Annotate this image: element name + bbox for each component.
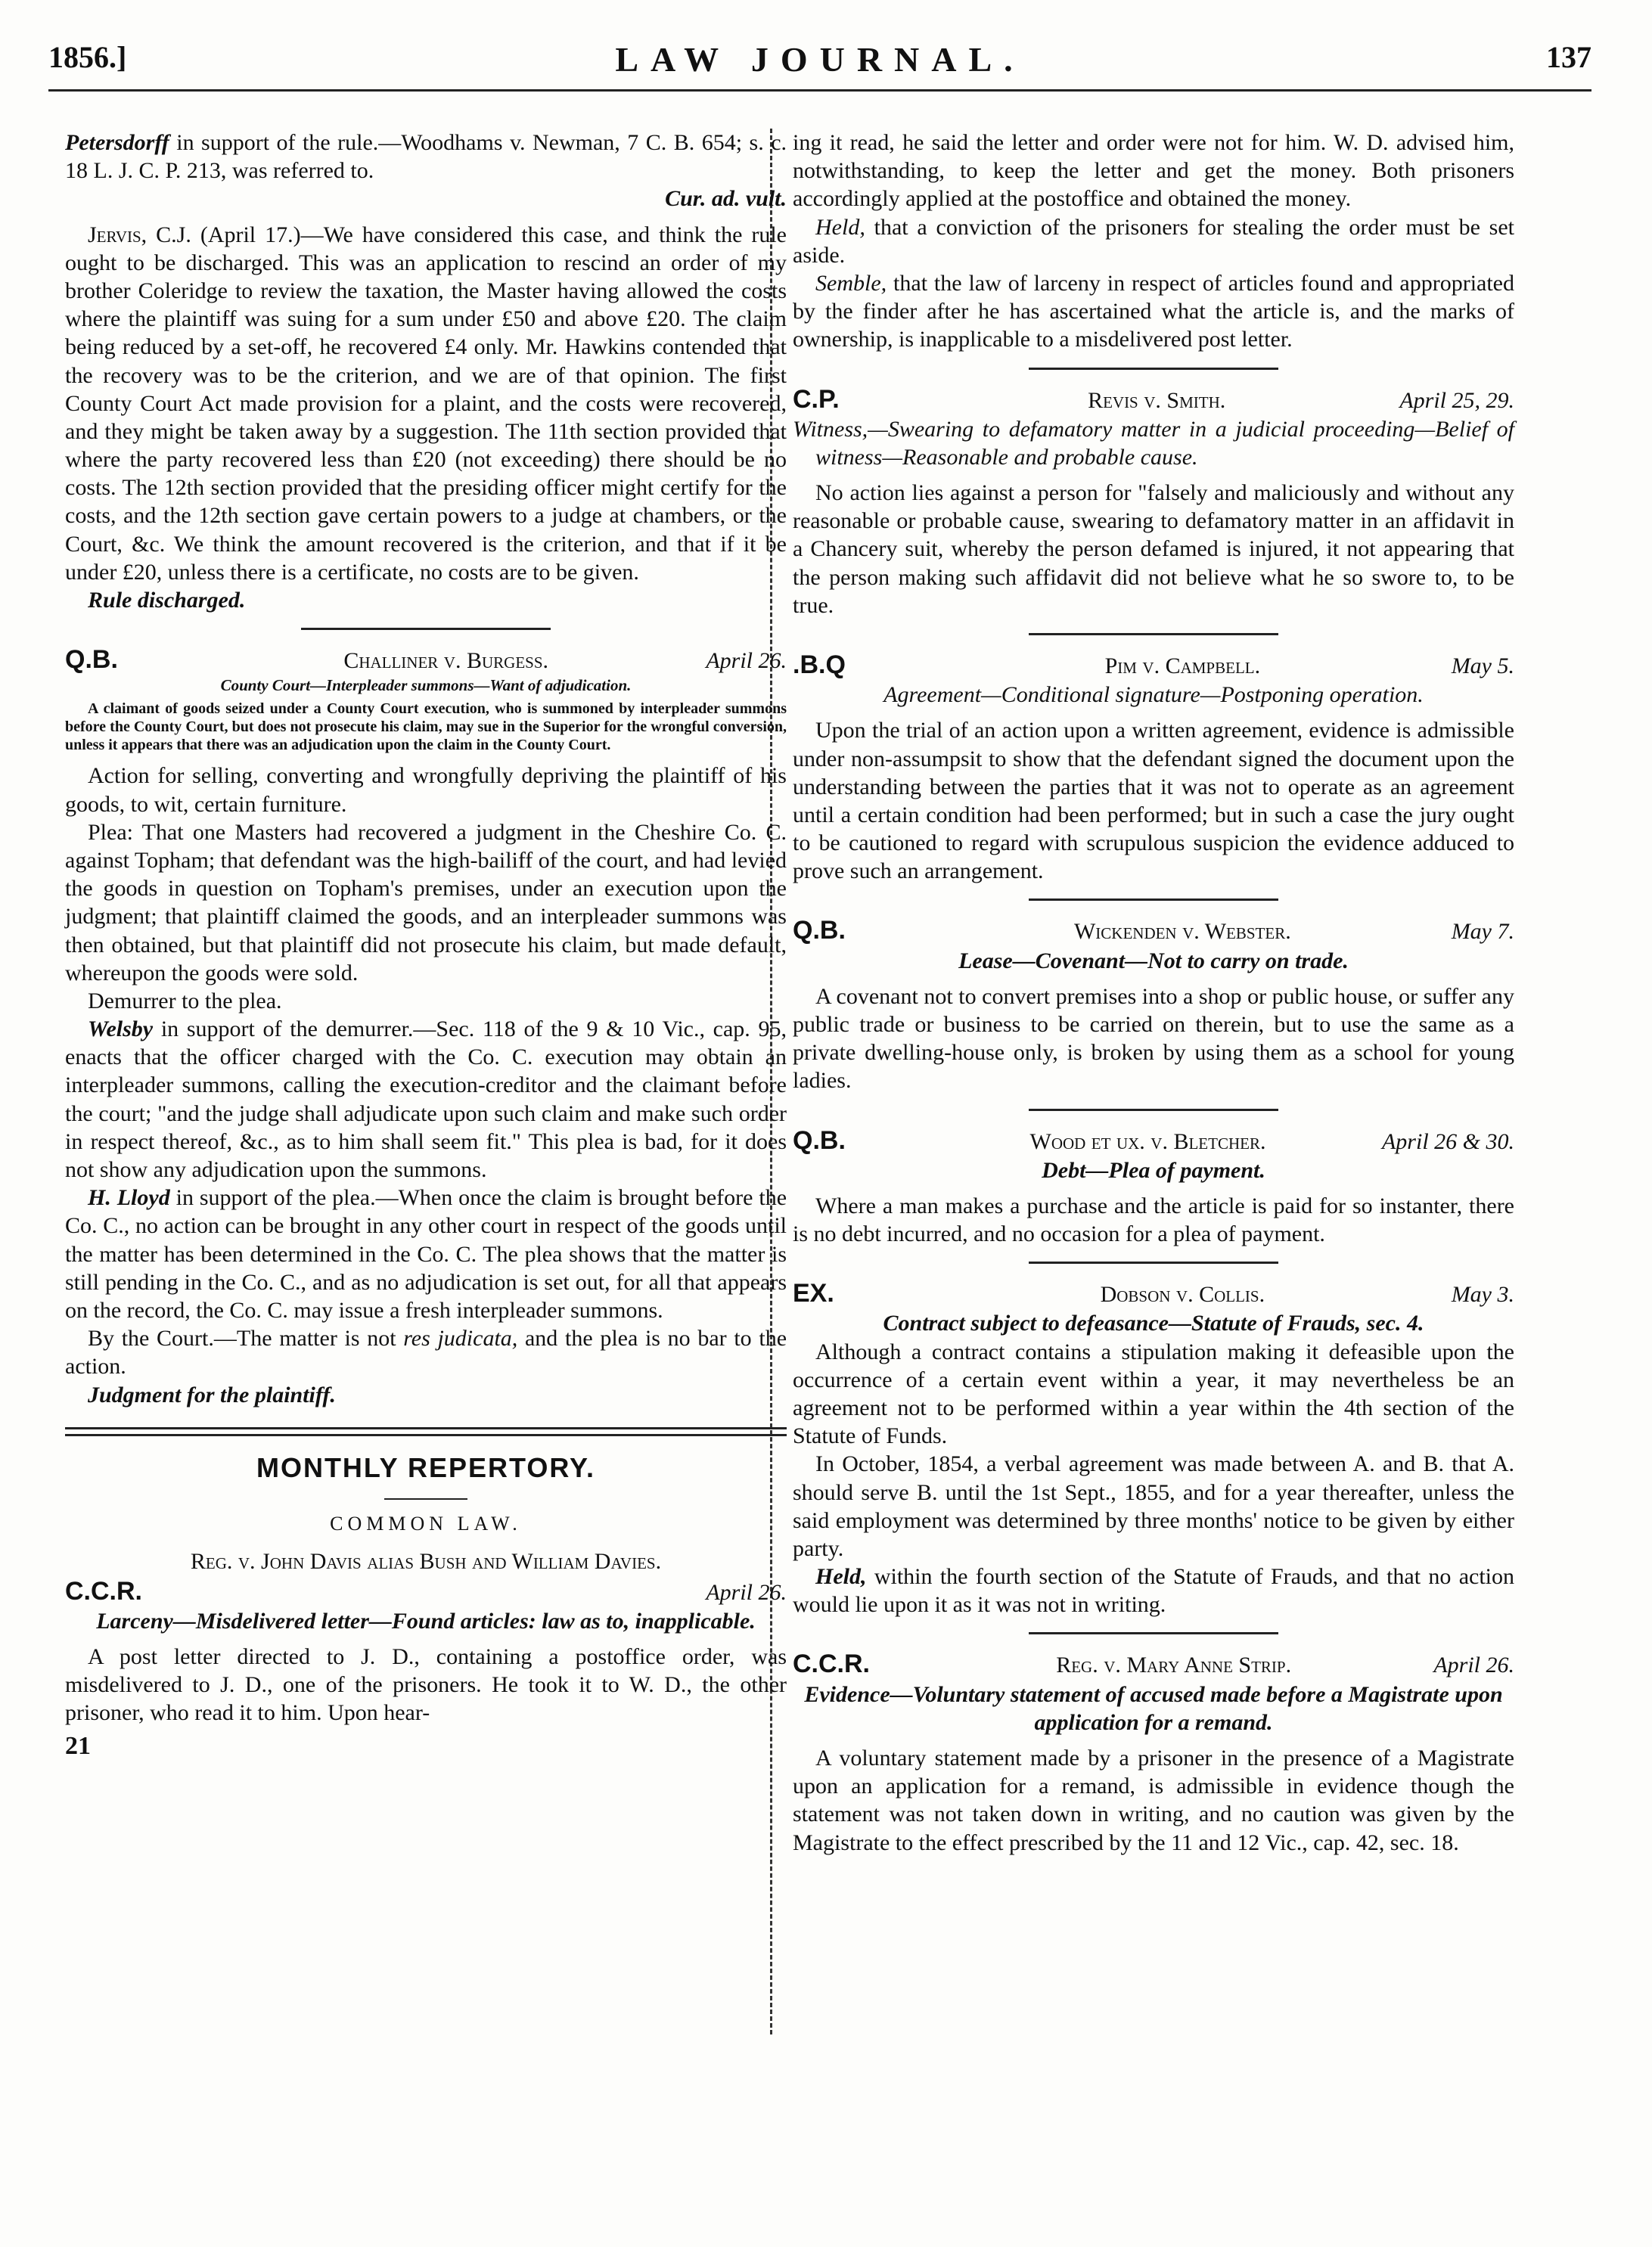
- case-paragraph: A post letter directed to J. D., containing a postoffice order, was misdelivered to J. D., one of the prisoners. He took it to W. D., the other prisoner, who read it to him. Upon hear-: [65, 1644, 787, 1726]
- case-parties: Reg. v. Mary Anne Strip.: [1056, 1653, 1292, 1678]
- header-rule: [48, 89, 1591, 92]
- case-parties: Dobson v. Collis.: [1100, 1282, 1265, 1308]
- case-heading-dobson: [793, 1277, 1514, 1309]
- court-label: C.C.R.: [793, 1650, 870, 1679]
- decision-text: and the plea is no bar to the action.: [65, 1326, 787, 1380]
- court-label: Q.B.: [793, 916, 846, 945]
- case-paragraph: Although a contract contains a stipulation making it defeasible upon the occurrence of a certain event within a year, it may nevertheless be an agreement not to be performed within a year within the 4th section of the Statute of Funds.: [793, 1339, 1514, 1449]
- section-double-rule: [65, 1427, 787, 1436]
- held-paragraph: [793, 213, 1514, 269]
- case-paragraph: Action for selling, converting and wrongfully depriving the plaintiff of his goods, to wit, certain furniture.: [65, 763, 787, 817]
- judgment-text: (April 17.)—We have considered this case, and think the rule ought to be discharged. This was an application to rescind an order of my brother Coleridge to review the taxation, the Master having allowed the costs where the plaintiff was suing for a sum under £50 and above £20. The claim being reduced by a set-off, he recovered £4 only. Mr. Hawkins contended that the recovery was to be the criterion, and we are of that opinion. The first County Court Act made provision for a plaint, and the costs were recovered, and they might be taken away by a suggestion. The 11th section provided that where the party recovered less than £20 (not exceeding) there should be no costs. The 12th section provided that the presiding officer might certify for the costs, and the 12th section gave certain powers to a judge at chambers, or the Court, &c. We think the amount recovered is the criterion, and that if it be under £20, unless there is a certificate, no costs are to be given.: [65, 222, 787, 585]
- semble-paragraph: [793, 269, 1514, 354]
- case-paragraph: A voluntary statement made by a prisoner in the presence of a Magistrate upon an application for a remand, is admissible in evidence though the statement was not taken down in writing, and no caution was given by the Magistrate to the effect prescribed by the 11 and 12 Vic., cap. 42, sec. 18.: [793, 1746, 1514, 1855]
- judgment-paragraph: [65, 221, 787, 586]
- case-paragraph: No action lies against a person for "falsely and maliciously and without any reasonable or probable cause, swearing to defamatory matter in an affidavit in a Chancery suit, whereby the person defamed is injured, it not appearing that the person making such affidavit did not believe what he so swore to, to be true.: [793, 480, 1514, 618]
- court-label: Q.B.: [65, 645, 118, 675]
- case-subject: Contract subject to defeasance—Statute of Frauds, sec. 4.: [883, 1311, 1424, 1336]
- case-paragraph: In October, 1854, a verbal agreement was made between A. and B. that A. should serve B. until the 1st Sept., 1855, and for a year thereafter, unless the said employment was determined by three months' notice to be given by either party.: [793, 1451, 1514, 1561]
- court-label: Q.B.: [793, 1125, 846, 1155]
- case-subject: County Court—Interpleader summons—Want of adjudication.: [220, 676, 632, 695]
- latin-phrase: res judicata,: [403, 1326, 518, 1352]
- court-label: .B.Q: [793, 650, 846, 679]
- court-label: C.P.: [793, 384, 840, 414]
- held-label: Held,: [815, 214, 865, 240]
- running-header: [48, 39, 1591, 100]
- court-label: EX.: [793, 1279, 834, 1308]
- case-parties: Wood et ux. v. Bletcher.: [1029, 1128, 1266, 1154]
- semble-label: Semble,: [815, 270, 887, 296]
- left-column: [65, 129, 787, 1762]
- judge-name: Jervis, C.J.: [88, 222, 191, 247]
- argument-text: in support of the demurrer.—Sec. 118 of the 9 & 10 Vic., cap. 95, enacts that the officer charged with the Co. C. execution may obtain an interpleader summons, calling the execution-creditor and the claimant before the court; "and the judge shall adjudicate upon such claim and make such order in respect thereof, &c., as to him shall seem fit." This plea is bad, for it does not show any adjudication upon the summons.: [65, 1016, 787, 1182]
- page-number: 137: [1546, 40, 1591, 74]
- separator-rule: [1029, 633, 1278, 635]
- case-date: April 26 & 30.: [1381, 1128, 1514, 1154]
- held-paragraph: [793, 1563, 1514, 1619]
- case-heading-pim: [793, 649, 1514, 681]
- separator-rule: [1029, 1262, 1278, 1264]
- held-text: that a conviction of the prisoners for stealing the order must be set aside.: [793, 214, 1515, 268]
- case-subject: Witness,—Swearing to defamatory matter in a judicial proceeding—Belief of witness—Reasonable and probable cause.: [793, 416, 1514, 470]
- held-label: Held,: [815, 1564, 867, 1590]
- case-paragraph: Plea: That one Masters had recovered a judgment in the Cheshire Co. C. against Topham; that defendant was the high-bailiff of the court, and had levied the goods in question on Topham's premises, under an execution upon the judgment; that plaintiff claimed the goods, and an interpleader summons was then obtained, but that plaintiff did not prosecute his claim, but made default, whereupon the goods were sold.: [65, 819, 787, 985]
- argument-text: in support of the plea.—When once the claim is brought before the Co. C., no action can be brought in any other court in respect of the goods until the matter has been determined in the Co. C. The plea shows that the matter is still pending in the Co. C., and as no adjudication is set out, for all that appears on the record, the Co. C. may issue a fresh interpleader summons.: [65, 1185, 787, 1323]
- case-date: April 26.: [1433, 1653, 1514, 1678]
- continued-paragraph: ing it read, he said the letter and order were not for him. W. D. advised him, notwithstanding, to keep the letter and get the money. Both prisoners accordingly applied at the postoffice and obtained the money.: [793, 130, 1514, 212]
- intro-paragraph: [65, 129, 787, 185]
- section-title: MONTHLY REPERTORY.: [256, 1451, 596, 1483]
- case-subject: Debt—Plea of payment.: [1042, 1157, 1265, 1183]
- case-subject: Larceny—Misdelivered letter—Found articles: law as to, inapplicable.: [96, 1608, 756, 1634]
- court-label: C.C.R.: [65, 1576, 142, 1606]
- case-heading-challiner: [65, 644, 787, 675]
- judgment-line: Judgment for the plaintiff.: [88, 1382, 336, 1407]
- counsel-name: Welsby: [88, 1016, 154, 1042]
- case-subject: Evidence—Voluntary statement of accused made before a Magistrate upon application for a remand.: [804, 1681, 1503, 1735]
- semble-text: that the law of larceny in respect of articles found and appropriated by the finder after he has ascertained what the article is, and the marks of ownership, is inapplicable to a misdelivered post letter.: [793, 270, 1514, 352]
- separator-rule: [301, 628, 551, 630]
- case-date: May 3.: [1451, 1282, 1514, 1308]
- right-column: [793, 129, 1514, 1857]
- signature-mark: 21: [65, 1731, 91, 1760]
- journal-title: LAW JOURNAL.: [615, 40, 1025, 79]
- case-paragraph: Upon the trial of an action upon a written agreement, evidence is admissible under non-assumpsit to show that the defendant signed the document upon the understanding between the parties that it was not to operate as an agreement until a certain condition had been performed; but in such a case the jury ought to be cautioned to regard with scrupulous suspicion the evidence adduced to prove such an arrangement.: [793, 718, 1514, 884]
- case-title: Reg. v. John Davis alias Bush and William Davies.: [190, 1548, 662, 1574]
- case-headnote: A claimant of goods seized under a County Court execution, who is summoned by interpleader summons before the County Court, but does not prosecute his claim, may sue in the Superior for the wrongful conversion, unless it appears that there was an adjudication upon the claim in the County Court.: [65, 700, 787, 754]
- decision-text: By the Court.—The matter is not: [88, 1326, 396, 1352]
- case-subject: Agreement—Conditional signature—Postponing operation.: [883, 682, 1424, 708]
- case-paragraph: Where a man makes a purchase and the article is paid for so instanter, there is no debt incurred, and no occasion for a plea of payment.: [793, 1193, 1514, 1247]
- rule-discharged: Rule discharged.: [88, 588, 246, 613]
- case-parties: Pim v. Campbell.: [1104, 653, 1261, 678]
- case-subject: Lease—Covenant—Not to carry on trade.: [958, 948, 1349, 973]
- separator-rule: [1029, 898, 1278, 901]
- counsel-name: H. Lloyd: [88, 1185, 170, 1211]
- case-parties: Wickenden v. Webster.: [1073, 919, 1291, 945]
- counsel-name: Petersdorff: [65, 130, 169, 155]
- separator-rule: [1029, 368, 1278, 370]
- case-heading-wood: [793, 1125, 1514, 1156]
- separator-rule: [1029, 1109, 1278, 1111]
- case-parties: Revis v. Smith.: [1088, 387, 1226, 413]
- case-parties: Challiner v. Burgess.: [343, 648, 549, 674]
- cur-ad-vult: Cur. ad. vult.: [665, 186, 787, 212]
- case-heading-strip: [793, 1648, 1514, 1680]
- case-paragraph: A covenant not to convert premises into a shop or public house, or suffer any public trade or business to be carried on therein, but to use the same as a private dwelling-house only, is broken by using them as a school for young ladies.: [793, 983, 1514, 1094]
- intro-text: in support of the rule.—Woodhams v. Newman, 7 C. B. 654; s. c. 18 L. J. C. P. 213, was referred to.: [65, 130, 787, 184]
- case-paragraph: [65, 1324, 787, 1380]
- separator-rule: [1029, 1632, 1278, 1634]
- case-paragraph: Demurrer to the plea.: [88, 988, 282, 1013]
- header-year: 1856.]: [48, 40, 127, 74]
- held-text: within the fourth section of the Statute of Frauds, and that no action would lie upon it as it was not in writing.: [793, 1564, 1514, 1618]
- subsection-title: COMMON LAW.: [330, 1513, 522, 1535]
- case-date: April 26.: [706, 648, 787, 674]
- case-paragraph: [65, 1015, 787, 1184]
- separator-rule: [384, 1498, 467, 1500]
- case-date: May 7.: [1451, 919, 1514, 945]
- case-date: April 26.: [706, 1579, 787, 1605]
- case-heading-davis: [65, 1575, 787, 1607]
- case-date: April 25, 29.: [1399, 387, 1514, 413]
- case-heading-revis: [793, 383, 1514, 415]
- case-paragraph: [65, 1184, 787, 1324]
- case-date: May 5.: [1451, 653, 1514, 678]
- case-heading-wickenden: [793, 914, 1514, 946]
